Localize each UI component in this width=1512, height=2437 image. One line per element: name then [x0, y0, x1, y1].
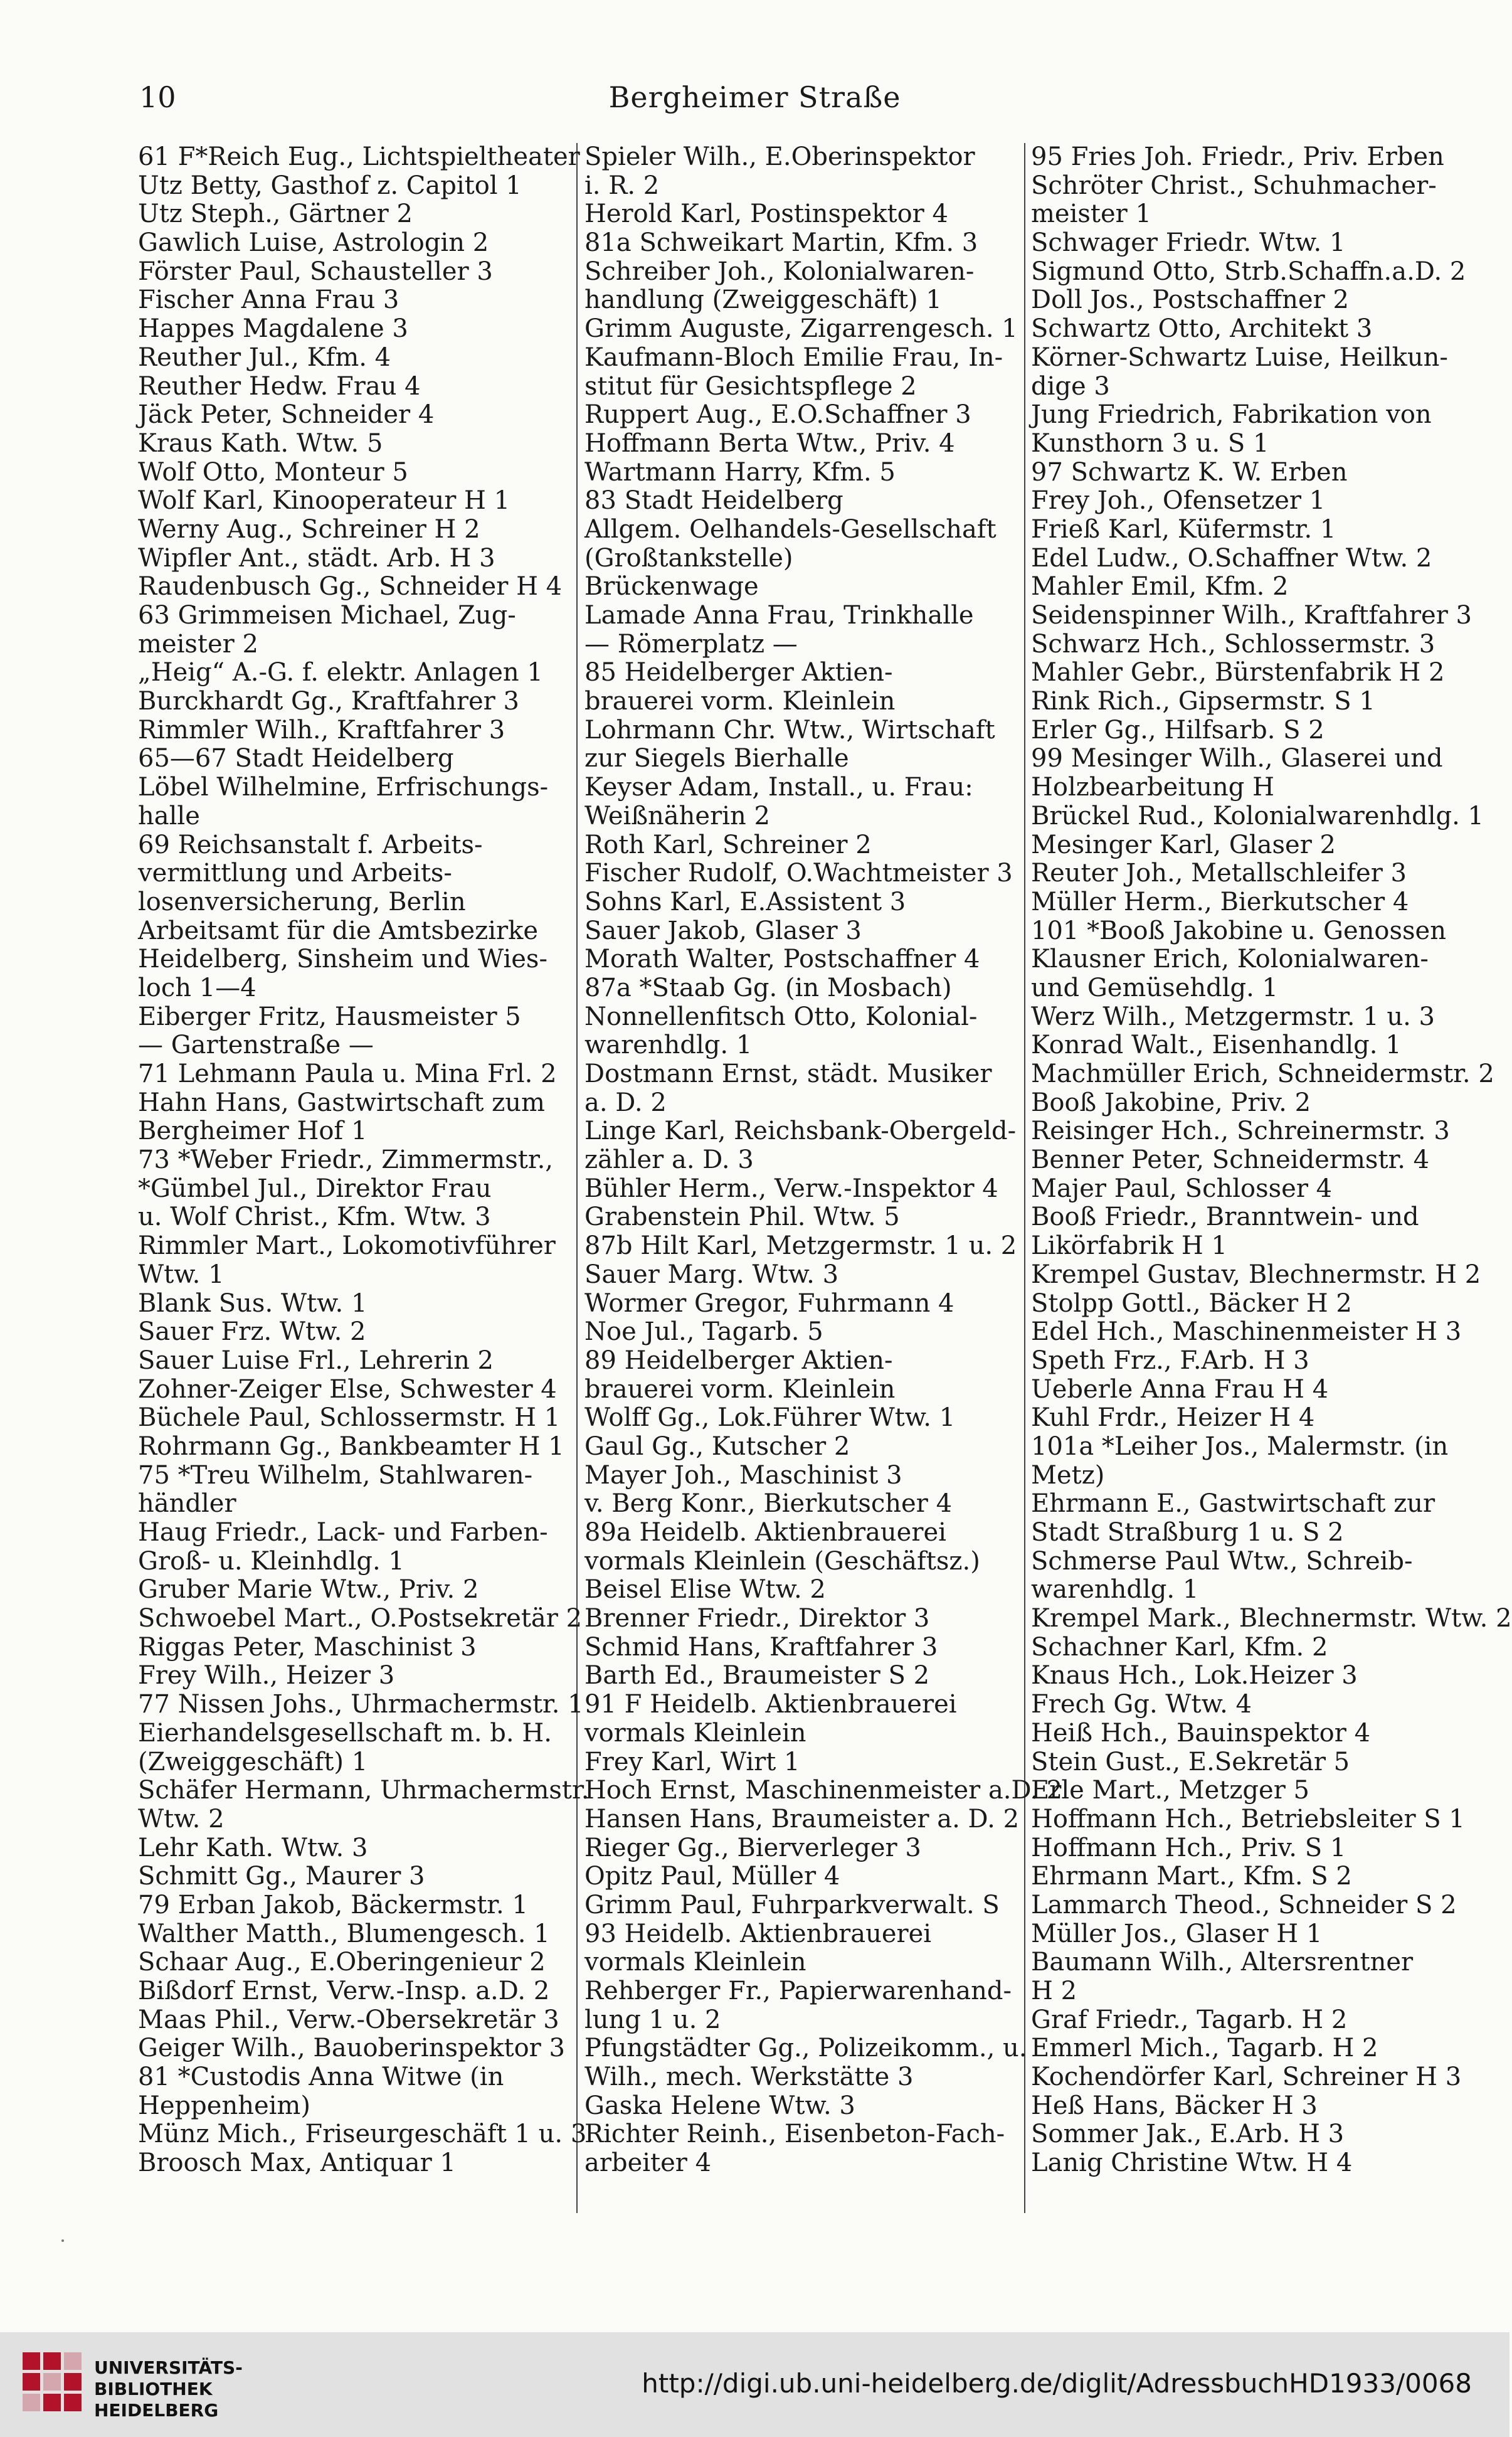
- directory-entry-line: H 2: [1031, 1977, 1077, 2005]
- directory-entry-line: Gaska Helene Wtw. 3: [584, 2091, 855, 2120]
- directory-entry-line: Rehberger Fr., Papierwarenhand-: [584, 1977, 1012, 2005]
- directory-entry-line: (Großtankstelle): [584, 543, 793, 573]
- directory-entry-line: Majer Paul, Schlosser 4: [1031, 1174, 1333, 1203]
- directory-entry-line: Keyser Adam, Install., u. Frau:: [584, 773, 973, 802]
- directory-entry-line: Krempel Mark., Blechnermstr. Wtw. 2: [1031, 1604, 1512, 1633]
- directory-entry-line: Förster Paul, Schausteller 3: [138, 257, 493, 286]
- directory-entry-line: Schröter Christ., Schuhmacher-: [1031, 171, 1437, 200]
- directory-entry-line: Morath Walter, Postschaffner 4: [584, 945, 980, 974]
- directory-entry-line: Mayer Joh., Maschinist 3: [584, 1460, 902, 1490]
- directory-entry-line: Burckhardt Gg., Kraftfahrer 3: [138, 687, 519, 716]
- directory-entry-line: Löbel Wilhelmine, Erfrischungs-: [138, 773, 549, 802]
- directory-entry-line: Hoffmann Hch., Betriebsleiter S 1: [1031, 1804, 1465, 1834]
- directory-entry-line: Frey Wilh., Heizer 3: [138, 1661, 395, 1691]
- directory-entry-line: Ehrmann E., Gastwirtschaft zur: [1031, 1489, 1435, 1519]
- directory-entry-line: Schmitt Gg., Maurer 3: [138, 1862, 425, 1891]
- directory-entry-line: Doll Jos., Postschaffner 2: [1031, 285, 1349, 315]
- directory-entry-line: Sommer Jak., E.Arb. H 3: [1031, 2120, 1345, 2149]
- directory-entry-line: 97 Schwartz K. W. Erben: [1031, 457, 1348, 487]
- directory-entry-line: *Gümbel Jul., Direktor Frau: [138, 1174, 492, 1203]
- directory-entry-line: 79 Erban Jakob, Bäckermstr. 1: [138, 1890, 528, 1919]
- directory-entry-line: Benner Peter, Schneidermstr. 4: [1031, 1145, 1430, 1175]
- directory-entry-line: Walther Matth., Blumengesch. 1: [138, 1919, 550, 1948]
- directory-entry-line: Rimmler Wilh., Kraftfahrer 3: [138, 715, 505, 745]
- directory-entry-line: stitut für Gesichtspflege 2: [584, 371, 917, 401]
- directory-entry-line: Mesinger Karl, Glaser 2: [1031, 830, 1336, 859]
- directory-entry-line: Heppenheim): [138, 2091, 310, 2120]
- directory-entry-line: Noe Jul., Tagarb. 5: [584, 1317, 823, 1347]
- directory-entry-line: zur Siegels Bierhalle: [584, 744, 849, 773]
- directory-entry-line: 87a *Staab Gg. (in Mosbach): [584, 973, 952, 1002]
- directory-entry-line: Ruppert Aug., E.O.Schaffner 3: [584, 400, 971, 430]
- directory-entry-line: Stein Gust., E.Sekretär 5: [1031, 1747, 1350, 1776]
- directory-entry-line: 101a *Leiher Jos., Malermstr. (in: [1031, 1431, 1449, 1461]
- directory-entry-line: 61 F*Reich Eug., Lichtspieltheater: [138, 142, 580, 171]
- directory-entry-line: halle: [138, 801, 200, 831]
- directory-entry-line: Wolff Gg., Lok.Führer Wtw. 1: [584, 1403, 956, 1433]
- directory-entry-line: händler: [138, 1489, 236, 1519]
- directory-entry-line: Gawlich Luise, Astrologin 2: [138, 228, 489, 258]
- directory-entry-line: Jung Friedrich, Fabrikation von: [1031, 400, 1432, 430]
- directory-entry-line: Gruber Marie Wtw., Priv. 2: [138, 1575, 479, 1605]
- directory-entry-line: Groß- u. Kleinhdlg. 1: [138, 1546, 404, 1576]
- directory-entry-line: Likörfabrik H 1: [1031, 1231, 1227, 1261]
- directory-entry-line: Reuther Hedw. Frau 4: [138, 371, 421, 401]
- directory-entry-line: Zohner-Zeiger Else, Schwester 4: [138, 1374, 557, 1404]
- directory-entry-line: — Römerplatz —: [584, 629, 798, 659]
- directory-entry-line: Dostmann Ernst, städt. Musiker: [584, 1059, 992, 1088]
- directory-entry-line: Körner-Schwartz Luise, Heilkun-: [1031, 342, 1448, 372]
- directory-entry-line: 65—67 Stadt Heidelberg: [138, 744, 454, 773]
- directory-entry-line: Jäck Peter, Schneider 4: [138, 400, 435, 430]
- directory-entry-line: Speth Frz., F.Arb. H 3: [1031, 1346, 1309, 1375]
- directory-entry-line: 87b Hilt Karl, Metzgermstr. 1 u. 2: [584, 1231, 1017, 1261]
- directory-entry-line: Heß Hans, Bäcker H 3: [1031, 2091, 1318, 2120]
- directory-entry-line: 77 Nissen Johs., Uhrmachermstr. 1: [138, 1690, 584, 1719]
- directory-entry-line: Sigmund Otto, Strb.Schaffn.a.D. 2: [1031, 257, 1466, 286]
- directory-entry-line: Krempel Gustav, Blechnermstr. H 2: [1031, 1260, 1481, 1289]
- directory-entry-line: Kaufmann-Bloch Emilie Frau, In-: [584, 342, 1003, 372]
- directory-entry-line: Hahn Hans, Gastwirtschaft zum: [138, 1088, 545, 1117]
- directory-entry-line: 89a Heidelb. Aktienbrauerei: [584, 1518, 946, 1547]
- directory-entry-line: dige 3: [1031, 371, 1110, 401]
- directory-entry-line: meister 1: [1031, 199, 1151, 229]
- directory-entry-line: Holzbearbeitung H: [1031, 773, 1274, 802]
- directory-entry-line: Ueberle Anna Frau H 4: [1031, 1374, 1329, 1404]
- directory-entry-line: 81 *Custodis Anna Witwe (in: [138, 2063, 504, 2092]
- directory-entry-line: loch 1—4: [138, 973, 256, 1002]
- directory-entry-line: Utz Steph., Gärtner 2: [138, 199, 413, 229]
- directory-entry-line: Hansen Hans, Braumeister a. D. 2: [584, 1804, 1020, 1834]
- directory-entry-line: Frey Karl, Wirt 1: [584, 1747, 800, 1776]
- directory-entry-line: Schwoebel Mart., O.Postsekretär 2: [138, 1604, 583, 1633]
- directory-entry-line: Brückel Rud., Kolonialwarenhdlg. 1: [1031, 801, 1484, 831]
- directory-entry-line: Lohrmann Chr. Wtw., Wirtschaft: [584, 715, 995, 745]
- directory-entry-line: Kraus Kath. Wtw. 5: [138, 428, 383, 458]
- directory-entry-line: 83 Stadt Heidelberg: [584, 486, 843, 516]
- directory-entry-line: Sauer Jakob, Glaser 3: [584, 916, 862, 945]
- directory-entry-line: Riggas Peter, Maschinist 3: [138, 1632, 477, 1662]
- directory-entry-line: Schaar Aug., E.Oberingenieur 2: [138, 1948, 546, 1977]
- directory-entry-line: Bergheimer Hof 1: [138, 1117, 367, 1146]
- directory-entry-line: Raudenbusch Gg., Schneider H 4: [138, 572, 563, 602]
- directory-entry-line: Hoch Ernst, Maschinenmeister a.D. 2: [584, 1776, 1063, 1805]
- directory-entry-line: Lammarch Theod., Schneider S 2: [1031, 1890, 1457, 1919]
- directory-entry-line: Broosch Max, Antiquar 1: [138, 2148, 456, 2178]
- directory-columns: [138, 142, 1512, 2213]
- directory-entry-line: Erler Gg., Hilfsarb. S 2: [1031, 715, 1324, 745]
- directory-entry-line: v. Berg Konr., Bierkutscher 4: [584, 1489, 953, 1519]
- directory-entry-line: Brenner Friedr., Direktor 3: [584, 1604, 930, 1633]
- directory-entry-line: Eierhandelsgesellschaft m. b. H.: [138, 1718, 552, 1748]
- library-name-line: HEIDELBERG: [94, 2400, 219, 2421]
- directory-entry-line: Kunsthorn 3 u. S 1: [1031, 428, 1269, 458]
- directory-entry-line: Haug Friedr., Lack- und Farben-: [138, 1518, 548, 1547]
- directory-entry-line: Heidelberg, Sinsheim und Wies-: [138, 945, 547, 974]
- directory-entry-line: handlung (Zweiggeschäft) 1: [584, 285, 942, 315]
- directory-entry-line: zähler a. D. 3: [584, 1145, 754, 1175]
- directory-entry-line: lung 1 u. 2: [584, 2005, 721, 2034]
- directory-entry-line: Fischer Rudolf, O.Wachtmeister 3: [584, 859, 1013, 888]
- directory-entry-line: Fischer Anna Frau 3: [138, 285, 399, 315]
- directory-entry-line: Konrad Walt., Eisenhandlg. 1: [1031, 1031, 1402, 1060]
- directory-entry-line: (Zweiggeschäft) 1: [138, 1747, 368, 1776]
- directory-entry-line: Schäfer Hermann, Uhrmachermstr.: [138, 1776, 589, 1805]
- directory-entry-line: — Gartenstraße —: [138, 1031, 374, 1060]
- directory-entry-line: Roth Karl, Schreiner 2: [584, 830, 872, 859]
- column-right: [1031, 142, 1512, 2213]
- directory-entry-line: Lanig Christine Wtw. H 4: [1031, 2148, 1353, 2178]
- directory-entry-line: Schwartz Otto, Architekt 3: [1031, 314, 1373, 344]
- directory-entry-line: Werny Aug., Schreiner H 2: [138, 514, 480, 544]
- directory-entry-line: Müller Herm., Bierkutscher 4: [1031, 887, 1409, 916]
- library-name-line: UNIVERSITÄTS-: [94, 2357, 243, 2378]
- directory-entry-line: a. D. 2: [584, 1088, 667, 1117]
- directory-entry-line: Reuther Jul., Kfm. 4: [138, 342, 391, 372]
- directory-entry-line: 93 Heidelb. Aktienbrauerei: [584, 1919, 932, 1948]
- directory-entry-line: 63 Grimmeisen Michael, Zug-: [138, 601, 516, 630]
- directory-entry-line: brauerei vorm. Kleinlein: [584, 1374, 896, 1404]
- directory-entry-line: Eiberger Fritz, Hausmeister 5: [138, 1002, 521, 1031]
- directory-entry-line: Büchele Paul, Schlossermstr. H 1: [138, 1403, 561, 1433]
- directory-entry-line: Booß Jakobine, Priv. 2: [1031, 1088, 1311, 1117]
- directory-entry-line: Wipfler Ant., städt. Arb. H 3: [138, 543, 495, 573]
- directory-entry-line: i. R. 2: [584, 171, 660, 200]
- directory-entry-line: Sauer Marg. Wtw. 3: [584, 1260, 839, 1289]
- directory-entry-line: Bühler Herm., Verw.-Inspektor 4: [584, 1174, 998, 1203]
- directory-entry-line: Pfungstädter Gg., Polizeikomm., u.: [584, 2034, 1027, 2063]
- column-left: [138, 142, 589, 2213]
- directory-entry-line: Schmerse Paul Wtw., Schreib-: [1031, 1546, 1413, 1576]
- directory-entry-line: Stolpp Gottl., Bäcker H 2: [1031, 1288, 1352, 1318]
- directory-entry-line: „Heig“ A.-G. f. elektr. Anlagen 1: [138, 658, 543, 688]
- directory-entry-line: Graf Friedr., Tagarb. H 2: [1031, 2005, 1348, 2034]
- library-name-line: BIBLIOTHEK: [94, 2379, 213, 2399]
- directory-entry-line: 69 Reichsanstalt f. Arbeits-: [138, 830, 483, 859]
- directory-entry-line: Weißnäherin 2: [584, 801, 770, 831]
- directory-entry-line: Sauer Frz. Wtw. 2: [138, 1317, 366, 1347]
- directory-entry-line: Rohrmann Gg., Bankbeamter H 1: [138, 1431, 564, 1461]
- directory-entry-line: Happes Magdalene 3: [138, 314, 408, 344]
- directory-entry-line: Seidenspinner Wilh., Kraftfahrer 3: [1031, 601, 1472, 630]
- directory-entry-line: 81a Schweikart Martin, Kfm. 3: [584, 228, 978, 258]
- directory-entry-line: Sohns Karl, E.Assistent 3: [584, 887, 906, 916]
- directory-entry-line: Wartmann Harry, Kfm. 5: [584, 457, 896, 487]
- directory-entry-line: Spieler Wilh., E.Oberinspektor: [584, 142, 975, 171]
- directory-entry-line: Kuhl Frdr., Heizer H 4: [1031, 1403, 1315, 1433]
- directory-entry-line: Machmüller Erich, Schneidermstr. 2: [1031, 1059, 1494, 1088]
- directory-entry-line: Opitz Paul, Müller 4: [584, 1862, 840, 1891]
- directory-entry-line: Frech Gg. Wtw. 4: [1031, 1690, 1252, 1719]
- directory-entry-line: 89 Heidelberger Aktien-: [584, 1346, 893, 1375]
- directory-entry-line: Lamade Anna Frau, Trinkhalle: [584, 601, 974, 630]
- directory-entry-line: Schmid Hans, Kraftfahrer 3: [584, 1632, 938, 1662]
- directory-entry-line: meister 2: [138, 629, 258, 659]
- directory-entry-line: Geiger Wilh., Bauoberinspektor 3: [138, 2034, 565, 2063]
- directory-entry-line: Schreiber Joh., Kolonialwaren-: [584, 257, 975, 286]
- directory-entry-line: Grimm Auguste, Zigarrengesch. 1: [584, 314, 1018, 344]
- directory-entry-line: Blank Sus. Wtw. 1: [138, 1288, 367, 1318]
- directory-entry-line: 71 Lehmann Paula u. Mina Frl. 2: [138, 1059, 557, 1088]
- directory-entry-line: vormals Kleinlein (Geschäftsz.): [584, 1546, 980, 1576]
- directory-entry-line: Schwager Friedr. Wtw. 1: [1031, 228, 1346, 258]
- directory-entry-line: Gaul Gg., Kutscher 2: [584, 1431, 850, 1461]
- directory-entry-line: Münz Mich., Friseurgeschäft 1 u. 3: [138, 2120, 587, 2149]
- directory-entry-line: Lehr Kath. Wtw. 3: [138, 1833, 368, 1862]
- directory-entry-line: Heiß Hch., Bauinspektor 4: [1031, 1718, 1371, 1748]
- directory-entry-line: Reuter Joh., Metallschleifer 3: [1031, 859, 1407, 888]
- directory-entry-line: Schwarz Hch., Schlossermstr. 3: [1031, 629, 1435, 659]
- library-name: [94, 2357, 243, 2421]
- source-url-link[interactable]: http://digi.ub.uni-heidelberg.de/diglit/AdressbuchHD1933/0068: [642, 2368, 1472, 2399]
- directory-entry-line: Allgem. Oelhandels-Gesellschaft: [584, 514, 997, 544]
- directory-entry-line: 95 Fries Joh. Friedr., Priv. Erben: [1031, 142, 1444, 171]
- directory-entry-line: Edel Ludw., O.Schaffner Wtw. 2: [1031, 543, 1432, 573]
- directory-entry-line: Wilh., mech. Werkstätte 3: [584, 2063, 914, 2092]
- directory-entry-line: Emmerl Mich., Tagarb. H 2: [1031, 2034, 1378, 2063]
- directory-entry-line: Rink Rich., Gipsermstr. S 1: [1031, 687, 1375, 716]
- directory-entry-line: Stadt Straßburg 1 u. S 2: [1031, 1518, 1344, 1547]
- scan-speck: [61, 2239, 64, 2242]
- directory-entry-line: Metz): [1031, 1460, 1105, 1490]
- directory-entry-line: Booß Friedr., Branntwein- und: [1031, 1203, 1419, 1232]
- directory-entry-line: 75 *Treu Wilhelm, Stahlwaren-: [138, 1460, 533, 1490]
- directory-entry-line: Werz Wilh., Metzgermstr. 1 u. 3: [1031, 1002, 1435, 1031]
- directory-entry-line: warenhdlg. 1: [1031, 1575, 1199, 1605]
- directory-entry-line: warenhdlg. 1: [584, 1031, 753, 1060]
- directory-entry-line: vormals Kleinlein: [584, 1948, 806, 1977]
- directory-entry-line: losenversicherung, Berlin: [138, 887, 466, 916]
- directory-entry-line: Kochendörfer Karl, Schreiner H 3: [1031, 2063, 1462, 2092]
- directory-entry-line: Wormer Gregor, Fuhrmann 4: [584, 1288, 954, 1318]
- directory-entry-line: Frey Joh., Ofensetzer 1: [1031, 486, 1326, 516]
- directory-entry-line: Knaus Hch., Lok.Heizer 3: [1031, 1661, 1358, 1691]
- directory-entry-line: vormals Kleinlein: [584, 1718, 806, 1748]
- directory-entry-line: Barth Ed., Braumeister S 2: [584, 1661, 930, 1691]
- directory-entry-line: Bißdorf Ernst, Verw.-Insp. a.D. 2: [138, 1977, 550, 2005]
- directory-entry-line: Hoffmann Hch., Priv. S 1: [1031, 1833, 1346, 1862]
- directory-entry-line: Grimm Paul, Fuhrparkverwalt. S: [584, 1890, 1000, 1919]
- directory-entry-line: 91 F Heidelb. Aktienbrauerei: [584, 1690, 957, 1719]
- directory-entry-line: 73 *Weber Friedr., Zimmermstr.,: [138, 1145, 553, 1175]
- library-logo-icon: [18, 2347, 87, 2416]
- directory-entry-line: Brückenwage: [584, 572, 759, 602]
- directory-entry-line: Sauer Luise Frl., Lehrerin 2: [138, 1346, 494, 1375]
- directory-entry-line: Herold Karl, Postinspektor 4: [584, 199, 948, 229]
- directory-entry-line: Nonnellenfitsch Otto, Kolonial-: [584, 1002, 978, 1031]
- directory-entry-line: arbeiter 4: [584, 2148, 712, 2178]
- directory-entry-line: Maas Phil., Verw.-Obersekretär 3: [138, 2005, 559, 2034]
- directory-entry-line: Wtw. 1: [138, 1260, 225, 1289]
- directory-entry-line: u. Wolf Christ., Kfm. Wtw. 3: [138, 1203, 491, 1232]
- directory-entry-line: Ehrmann Mart., Kfm. S 2: [1031, 1862, 1352, 1891]
- page-number: 10: [139, 80, 176, 114]
- directory-entry-line: Baumann Wilh., Altersrentner: [1031, 1948, 1414, 1977]
- directory-entry-line: Linge Karl, Reichsbank-Obergeld-: [584, 1117, 1017, 1146]
- directory-entry-line: und Gemüsehdlg. 1: [1031, 973, 1279, 1002]
- directory-entry-line: Beisel Elise Wtw. 2: [584, 1575, 826, 1605]
- directory-entry-line: Müller Jos., Glaser H 1: [1031, 1919, 1323, 1948]
- directory-entry-line: vermittlung und Arbeits-: [138, 859, 452, 888]
- directory-entry-line: Utz Betty, Gasthof z. Capitol 1: [138, 171, 522, 200]
- directory-entry-line: Erle Mart., Metzger 5: [1031, 1776, 1309, 1805]
- directory-entry-line: Rimmler Mart., Lokomotivführer: [138, 1231, 556, 1261]
- directory-entry-line: Mahler Emil, Kfm. 2: [1031, 572, 1289, 602]
- directory-entry-line: Wolf Otto, Monteur 5: [138, 457, 408, 487]
- directory-entry-line: 99 Mesinger Wilh., Glaserei und: [1031, 744, 1443, 773]
- directory-entry-line: Schachner Karl, Kfm. 2: [1031, 1632, 1328, 1662]
- directory-entry-line: 85 Heidelberger Aktien-: [584, 658, 893, 688]
- directory-entry-line: 101 *Booß Jakobine u. Genossen: [1031, 916, 1446, 945]
- directory-entry-line: Reisinger Hch., Schreinermstr. 3: [1031, 1117, 1450, 1146]
- directory-entry-line: Klausner Erich, Kolonialwaren-: [1031, 945, 1429, 974]
- running-head: Bergheimer Straße: [608, 80, 901, 114]
- directory-entry-line: Frieß Karl, Küfermstr. 1: [1031, 514, 1336, 544]
- directory-entry-line: Rieger Gg., Bierverleger 3: [584, 1833, 921, 1862]
- directory-entry-line: brauerei vorm. Kleinlein: [584, 687, 896, 716]
- directory-entry-line: Hoffmann Berta Wtw., Priv. 4: [584, 428, 955, 458]
- directory-entry-line: Mahler Gebr., Bürstenfabrik H 2: [1031, 658, 1445, 688]
- directory-entry-line: Richter Reinh., Eisenbeton-Fach-: [584, 2120, 1005, 2149]
- directory-entry-line: Arbeitsamt für die Amtsbezirke: [138, 916, 539, 945]
- directory-entry-line: Edel Hch., Maschinenmeister H 3: [1031, 1317, 1462, 1347]
- directory-entry-line: Grabenstein Phil. Wtw. 5: [584, 1203, 900, 1232]
- directory-entry-line: Wtw. 2: [138, 1804, 225, 1834]
- directory-entry-line: Wolf Karl, Kinooperateur H 1: [138, 486, 510, 516]
